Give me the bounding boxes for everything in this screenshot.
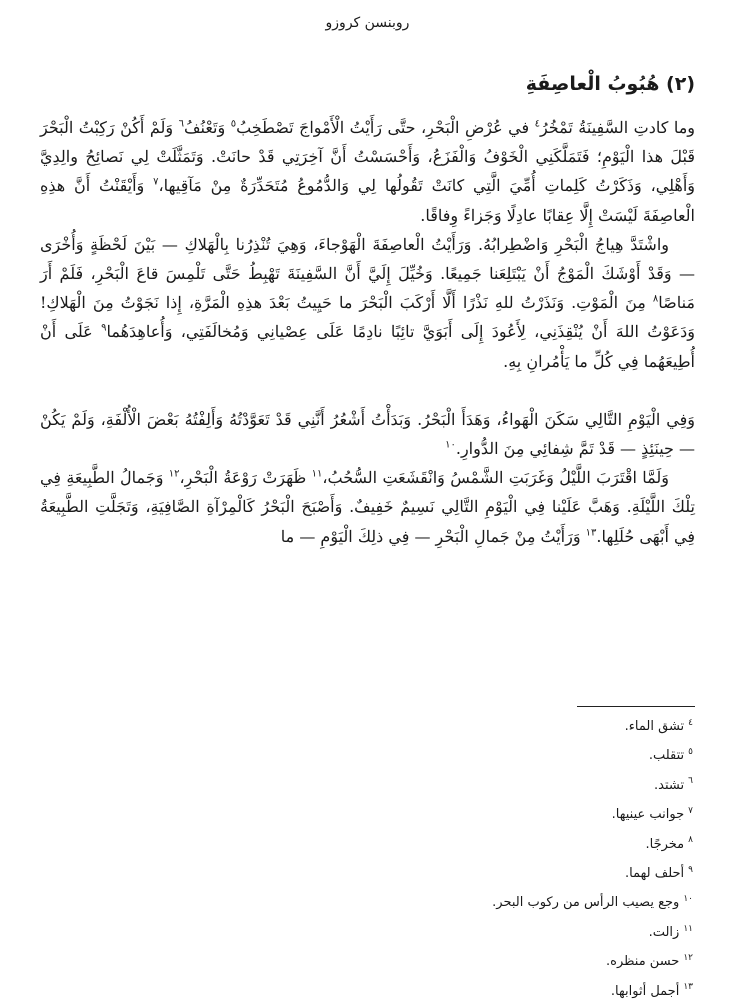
paragraph-1 (40, 113, 695, 230)
footnote-number: ٥ (688, 747, 693, 758)
footnote-text: حسن منظره. (606, 954, 680, 970)
footnote-item (33, 771, 693, 800)
footnote-text: تتقلب. (648, 748, 685, 764)
footnote-number: ١٣ (683, 982, 693, 993)
paragraph-text: ظَهَرَتْ رَوْعَةُ الْبَحْرِ، (179, 468, 312, 488)
footnote-text: تشتد. (654, 777, 685, 793)
paragraph-text: وَتَعْنُفُ (183, 118, 231, 137)
footnote-text: جوانب عينيها. (611, 807, 685, 823)
paragraph-text: وَفِي الْيَوْمِ التَّالِي سَكَنَ الْهَواءُ، وَهَدَأَ الْبَحْرُ. وَبَدَأْتُ أَشْعُرُ أَنَّنِي قَدْ تَعَوَّدْتُهُ وَأَلِفْتُهُ بَعْضَ الْأُلْفَةِ، وَلَمْ يَكُنْ — حِينَئِذٍ — قَدْ تَمَّ شِفائِي مِنَ الدُّوارِ. (40, 409, 695, 459)
running-head: روبنسن كروزو (325, 15, 410, 31)
footnote-number: ١١ (683, 923, 693, 934)
footnote-number: ١٠ (683, 894, 693, 905)
footnote-ref: ٥ (230, 118, 237, 130)
footnote-divider (577, 706, 695, 707)
footnotes (33, 712, 693, 1006)
footnote-ref: ١٣ (585, 527, 597, 539)
footnote-number: ٦ (688, 776, 693, 787)
footnote-number: ٧ (688, 805, 693, 816)
footnote-ref: ١٠ (445, 439, 456, 451)
footnote-number: ٤ (688, 717, 693, 728)
paragraph-text: مِنَ الْمَوْتِ. وَنَذَرْتُ للهِ نَذْرًا أَلَّا أَرْكَبَ الْبَحْرَ ما حَيِيتُ بَعْدَ هذِهِ الْمَرَّةِ، إِذا نَجَوْتُ مِنَ الْهَلاكِ! وَدَعَوْتُ اللهَ أَنْ يُنْقِذَنِي، لِأَعُودَ إِلَى أَبَوَيَّ تائِبًا نادِمًا عَلَى عِصْيانِي وَمُخالَفَتِي، وَأُعاهِدَهُما (40, 293, 696, 342)
footnote-item (33, 712, 693, 741)
footnote-item (33, 800, 693, 829)
footnote-ref: ٨ (652, 293, 659, 305)
footnote-ref: ٧ (153, 177, 159, 189)
footnote-ref: ١١ (311, 468, 323, 480)
footnote-text: تشق الماء. (624, 719, 685, 734)
footnote-text: وجع يصيب الرأس من ركوب البحر. (492, 895, 680, 911)
footnote-item (33, 947, 693, 976)
footnote-number: ١٢ (683, 952, 693, 963)
footnote-item (33, 859, 693, 888)
body-text (40, 113, 695, 551)
paragraph-text: وَلَمْ أَكُنْ رَكِبْتُ الْبَحْرَ قَبْلَ هذا الْيَوْمِ؛ فَتَمَلَّكَنِي الْخَوْفُ وَالْفَزَعُ، وَأَحْسَسْتُ أَنَّ آخِرَتِي قَدْ حانَتْ. وَتَمَثَّلَتْ لِي نَصائِحُ والِدِيَّ وَأَهْلِي، وَذَكَرْتُ كَلِماتِ أُمِّيَ الَّتِي كانَتْ تَقُولُها لِي وَالدُّمُوعُ مُتَحَدِّرَةٌ مِنْ مَآقِيها، (40, 118, 695, 196)
footnote-item (33, 830, 693, 859)
footnote-ref: ٦ (178, 118, 184, 130)
paragraph-text: وَأَيْقَنْتُ أَنَّ هذِهِ الْعاصِفَةَ لَيْسَتْ إِلَّا عِقابًا عادِلًا وَجَزاءً وِفاقًا. (40, 176, 695, 225)
paragraph-2 (40, 230, 695, 376)
paragraph-3 (40, 405, 695, 463)
paragraph-text: وَجَمالُ الطَّبِيعَةِ فِي تِلْكَ اللَّيْلَةِ. وَهَبَّ عَلَيْنا فِي الْيَوْمِ التَّالِي نَسِيمٌ خَفِيفٌ. وَأَصْبَحَ الْبَحْرُ كَالْمِرْآةِ الصَّافِيَةِ، وَتَجَلَّتِ الطَّبِيعَةُ فِي أَبْهَى حُلَلِها. (40, 468, 695, 546)
footnote-text: أجمل أثوابها. (610, 983, 680, 999)
footnote-item (33, 977, 693, 1006)
footnote-ref: ٤ (534, 118, 540, 130)
paragraph-text: عَلَى أَنْ أُطِيعَهُما فِي كُلِّ ما يَأْمُرانِ بِهِ. (40, 322, 695, 371)
footnote-ref: ١٢ (168, 468, 180, 480)
paragraph-text: في عُرْضِ الْبَحْرِ، حتَّى رَأَيْتُ الْأَمْواجَ تَصْطَخِبُ (236, 118, 535, 137)
footnote-number: ٨ (688, 835, 693, 846)
footnote-text: مخرجًا. (645, 836, 685, 852)
footnote-text: زالت. (648, 924, 680, 940)
chapter-title: (٢) هُبُوبُ الْعاصِفَةِ (525, 73, 695, 95)
footnote-text: أحلف لهما. (625, 866, 685, 882)
footnote-item (33, 918, 693, 947)
footnote-ref: ٩ (101, 323, 107, 335)
paragraph-text: وَلَمَّا اقْتَرَبَ اللَّيْلُ وَغَرَبَتِ الشَّمْسُ وَانْقَشَعَتِ السُّحُبُ، (322, 468, 669, 488)
footnote-number: ٩ (688, 864, 693, 875)
paragraph-4 (40, 463, 695, 551)
paragraph-text: واشْتَدَّ هِياجُ الْبَحْرِ وَاضْطِرابُهُ. وَرَأَيْتُ الْعاصِفَةَ الْهَوْجاءَ، وَهِيَ تُنْذِرُنا بِالْهَلاكِ — بَيْنَ لَحْظَةٍ وَأُخْرَى — وَقَدْ أَوْشَكَ الْمَوْجُ أَنْ يَبْتَلِعَنا جَمِيعًا. وَخُيِّلَ إِلَيَّ أَنَّ السَّفِينَةَ تَهْبِطُ حَتَّى تَلْمِسَ قاعَ الْبَحْرِ، فَلَمْ أَرَ مَناصًا (40, 234, 695, 313)
footnote-item (33, 888, 693, 917)
footnote-item (33, 741, 693, 770)
section-gap (40, 376, 695, 405)
paragraph-text: وَرَأَيْتُ مِنْ جَمالِ الْبَحْرِ — فِي ذلِكَ الْيَوْمِ — ما (280, 526, 586, 546)
paragraph-text: وما كادتِ السَّفِينَةُ تَمْخُرُ (539, 118, 696, 137)
